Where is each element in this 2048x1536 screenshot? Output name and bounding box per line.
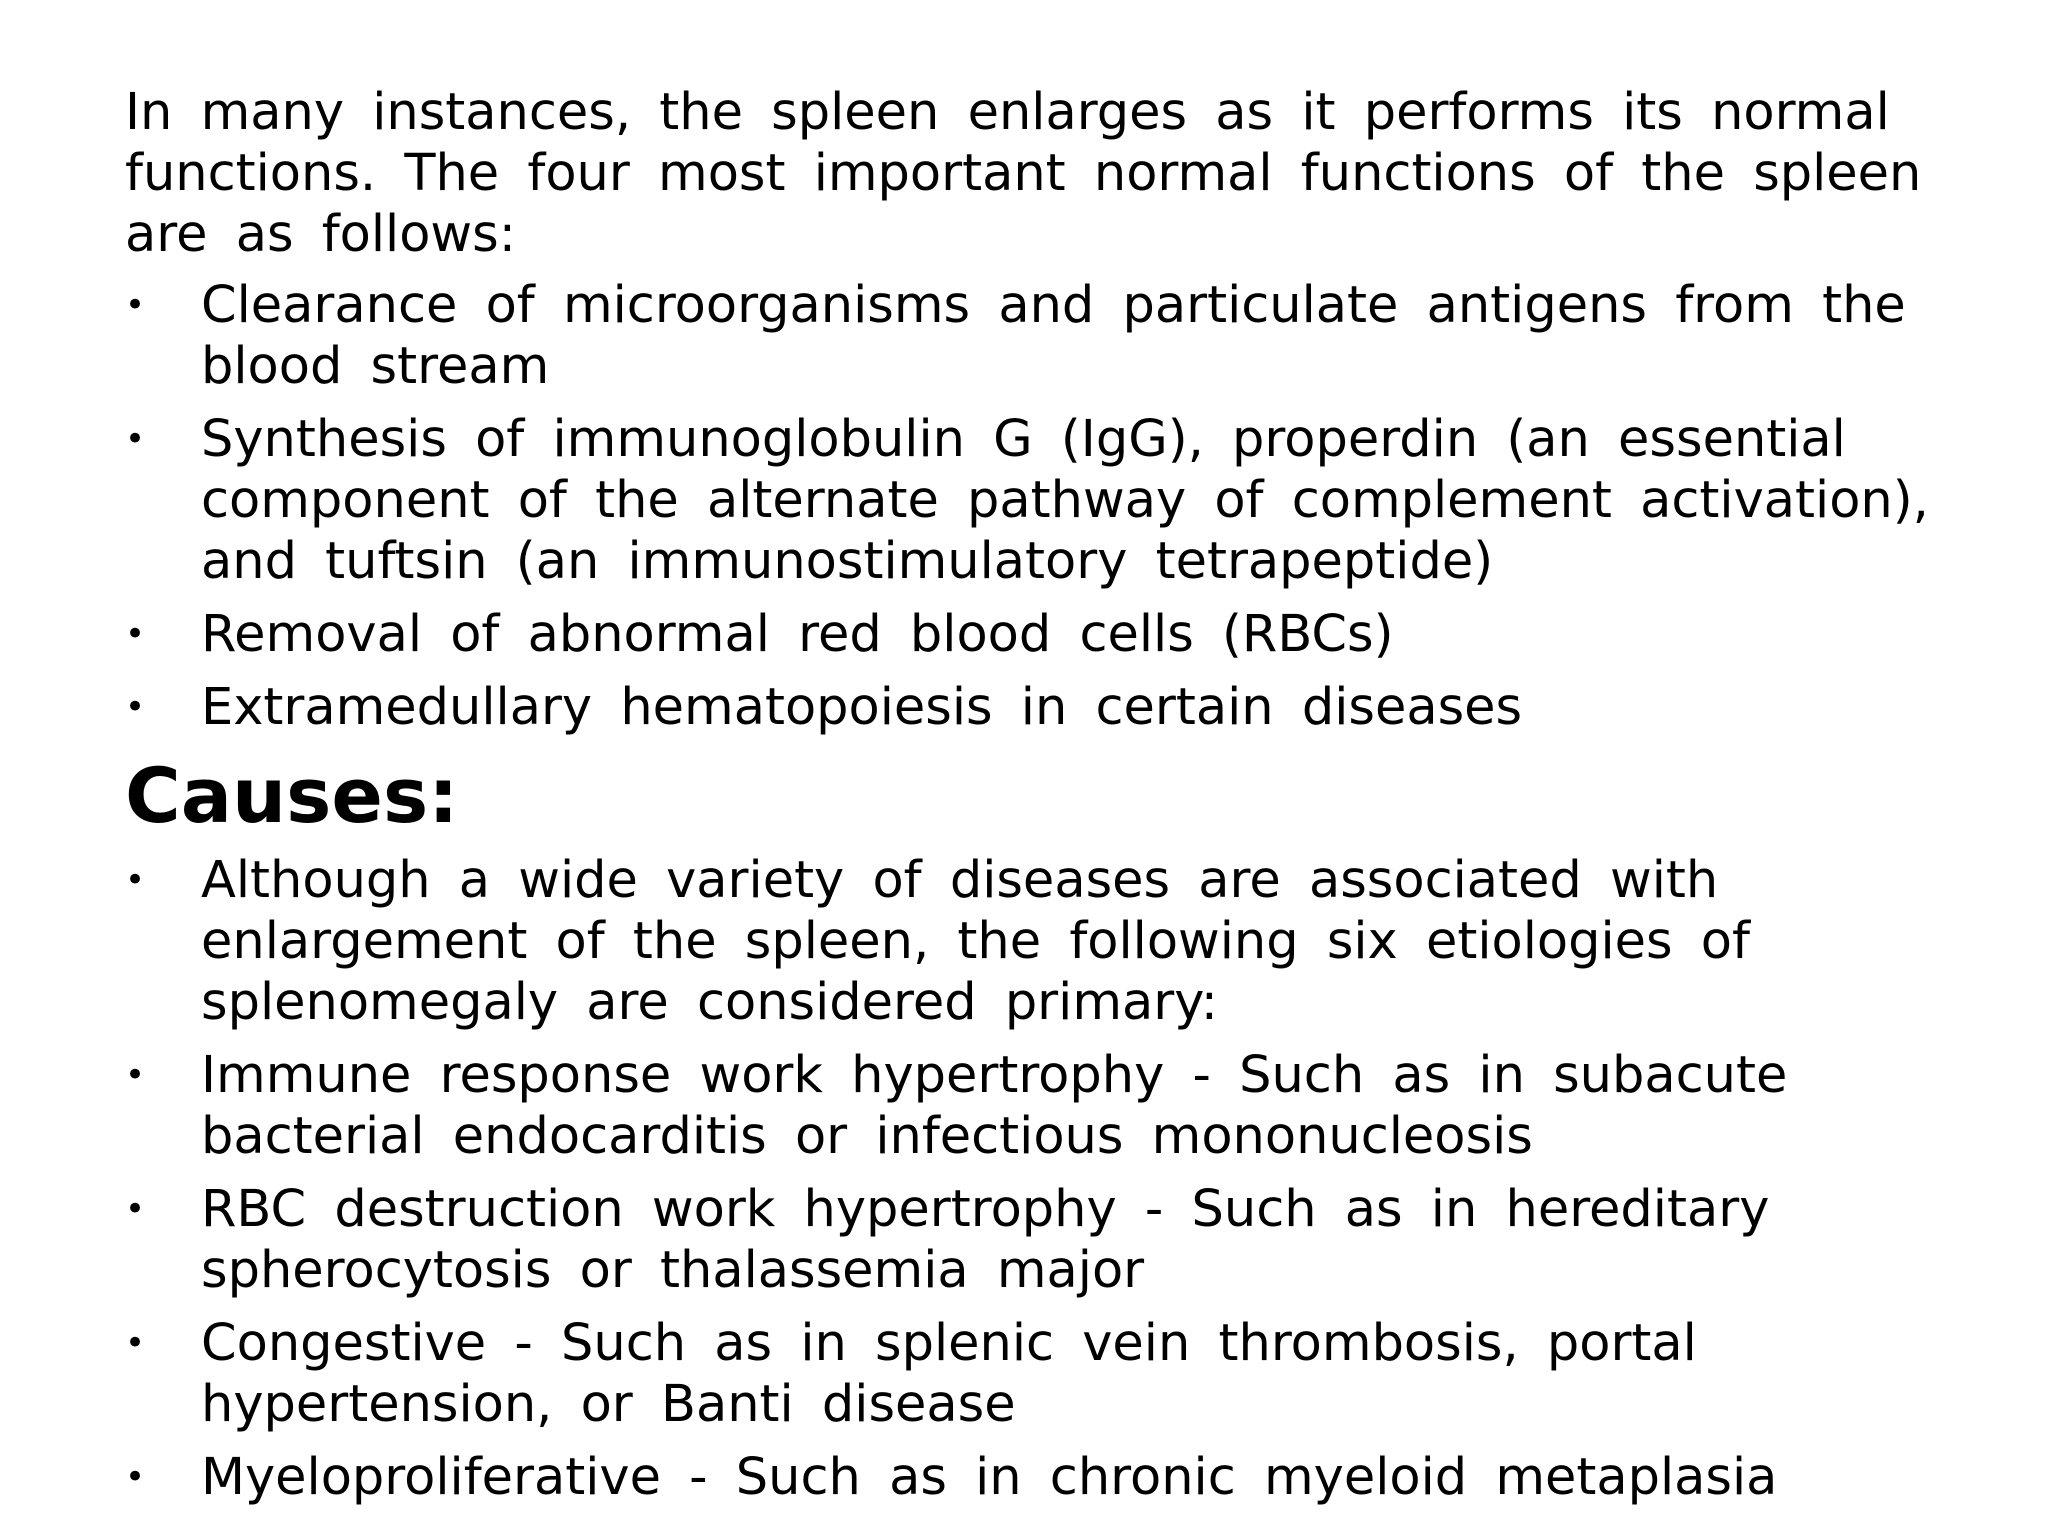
list-item-text: Removal of abnormal red blood cells (RBCs) [201, 605, 1394, 664]
list-item-text: Synthesis of immunoglobulin G (IgG), properdin (an essential component of the alternate pathway of complement activation), and tuftsin (an immunostimulatory tetrapeptide) [201, 410, 1929, 591]
list-item [125, 677, 1945, 738]
list-item [125, 604, 1945, 665]
list-item [125, 1045, 1945, 1167]
list-item-text: Congestive - Such as in splenic vein thrombosis, portal hypertension, or Banti disease [201, 1314, 1697, 1434]
intro-paragraph: In many instances, the spleen enlarges as it performs its normal functions. The four most important normal functions of the spleen are as follows: [125, 83, 1922, 264]
bullet-icon: • [125, 419, 146, 459]
bullet-icon: • [125, 1457, 146, 1497]
slide-content [125, 82, 1945, 1520]
list-item-text: Immune response work hypertrophy - Such as in subacute bacterial endocarditis or infectious mononucleosis [201, 1046, 1788, 1166]
bullet-icon: • [125, 1055, 146, 1095]
bullet-icon: • [125, 860, 146, 900]
list-item [125, 1313, 1945, 1435]
list-item [125, 1179, 1945, 1301]
bullet-icon: • [125, 1189, 146, 1229]
bullet-icon: • [125, 1323, 146, 1363]
list-item-text: Clearance of microorganisms and particulate antigens from the blood stream [201, 276, 1906, 396]
list-item [125, 275, 1945, 397]
list-item-text: Extramedullary hematopoiesis in certain diseases [201, 678, 1523, 737]
bullet-icon: • [125, 614, 146, 654]
list-item-text: RBC destruction work hypertrophy - Such as in hereditary spherocytosis or thalassemia major [201, 1180, 1770, 1300]
list-item [125, 1447, 1945, 1508]
list-item-text: Although a wide variety of diseases are associated with enlargement of the spleen, the following six etiologies of splenomegaly are considered primary: [201, 851, 1750, 1032]
causes-list [125, 850, 1945, 1508]
causes-heading: Causes: [125, 751, 459, 840]
bullet-icon: • [125, 285, 146, 325]
bullet-icon: • [125, 687, 146, 727]
list-item-text: Myeloproliferative - Such as in chronic myeloid metaplasia [201, 1448, 1778, 1507]
functions-list [125, 275, 1945, 738]
list-item [125, 850, 1945, 1033]
list-item [125, 409, 1945, 592]
